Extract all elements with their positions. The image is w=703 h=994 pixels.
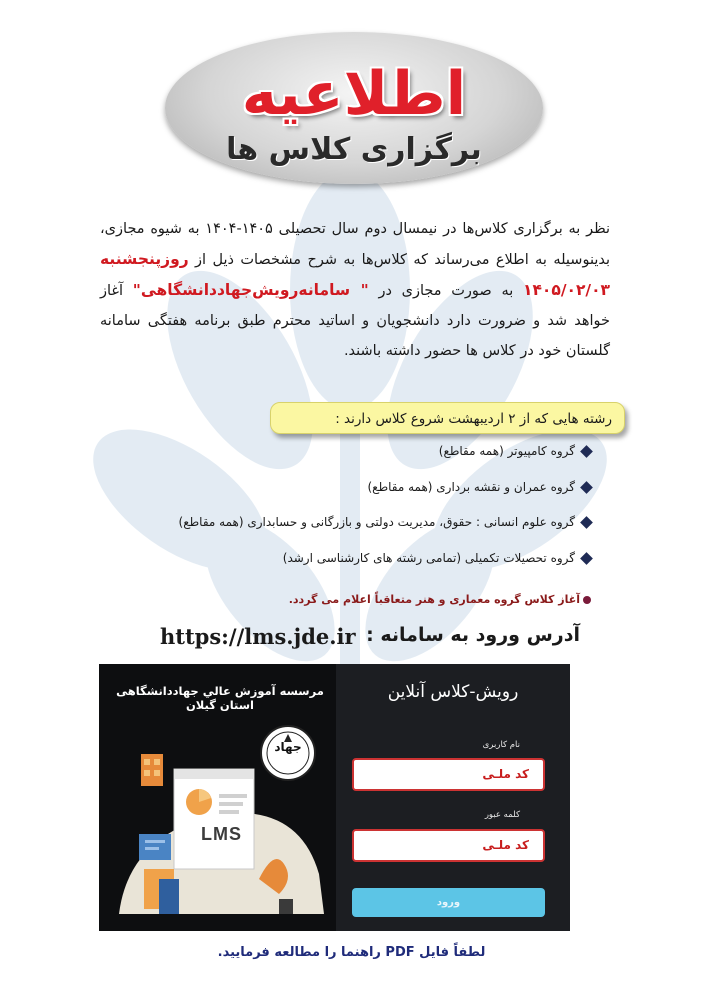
banner-subtitle: برگزاری کلاس ها	[226, 132, 482, 167]
group-label: گروه عمران و نقشه برداری (همه مقاطع)	[367, 479, 575, 494]
architecture-note	[289, 593, 591, 606]
diamond-bullet-icon	[580, 481, 593, 494]
announcement-body	[100, 214, 610, 366]
login-button[interactable]: ورود	[352, 888, 545, 917]
group-label: گروه علوم انسانی : حقوق، مدیریت دولتی و بازرگانی و حسابداری (همه مقاطع)	[178, 515, 575, 529]
banner-title: اطلاعیه	[241, 59, 467, 129]
groups-callout: رشته هایی که از ۲ اردیبهشت شروع کلاس دارند :	[270, 402, 625, 434]
dot-bullet-icon	[583, 596, 591, 604]
address-line	[160, 624, 580, 654]
footer-note: لطفاً فایل PDF راهنما را مطالعه فرمایید.	[217, 945, 486, 960]
body-connector: به صورت مجازی در	[368, 283, 523, 299]
login-illustration-panel	[99, 664, 336, 931]
username-field[interactable]: کد ملـی	[352, 758, 545, 791]
note-text: آغاز کلاس گروه معماری و هنر متعاقباً اعلام می گردد.	[288, 593, 580, 606]
username-label: نام کاربری	[482, 740, 520, 750]
body-intro: نظر به برگزاری کلاس‌ها در نیمسال دوم سال تحصیلی ۱۴۰۵-۱۴۰۴ به شیوه مجازی، بدینوسیله به اطلاع می‌رساند که کلاس‌ها به شرح مشخصات ذیل از	[100, 221, 611, 268]
diamond-bullet-icon	[580, 445, 593, 458]
logo-text: جهاد	[274, 740, 302, 754]
list-item	[121, 547, 591, 583]
group-label: گروه کامپیوتر (همه مقاطع)	[438, 444, 575, 458]
list-item	[121, 440, 591, 476]
lms-label: LMS	[201, 824, 242, 844]
address-label: آدرس ورود به سامانه :	[366, 624, 580, 646]
password-label: کلمه عبور	[484, 810, 520, 820]
institution-name: مرسسه آموزش عالي جهاددانشگاهی استان گیلان	[116, 684, 324, 712]
password-field[interactable]: کد ملـی	[352, 829, 545, 862]
list-item	[121, 511, 591, 547]
login-title: رویش-کلاس آنلاین	[387, 682, 519, 702]
diamond-bullet-icon	[580, 516, 593, 529]
login-screenshot	[99, 664, 570, 931]
announcement-banner	[165, 32, 543, 184]
body-outro: آغاز خواهد شد و ضرورت دارد دانشجویان و اساتید محترم طبق برنامه هفتگی سامانه گلستان خود در کلاس ها حضور داشته باشند.	[100, 283, 610, 359]
group-list	[121, 440, 591, 582]
diamond-bullet-icon	[580, 552, 593, 565]
list-item	[121, 476, 591, 512]
group-label: گروه تحصیلات تکمیلی (تمامی رشته های کارشناسی ارشد)	[282, 550, 575, 565]
lms-url-link[interactable]: https://lms.jde.ir	[160, 624, 356, 649]
start-date: روزپنجشنبه ۱۴۰۵/۰۲/۰۳	[100, 250, 611, 299]
system-name: " سامانه‌رویش‌جهاددانشگاهی"	[132, 281, 369, 299]
